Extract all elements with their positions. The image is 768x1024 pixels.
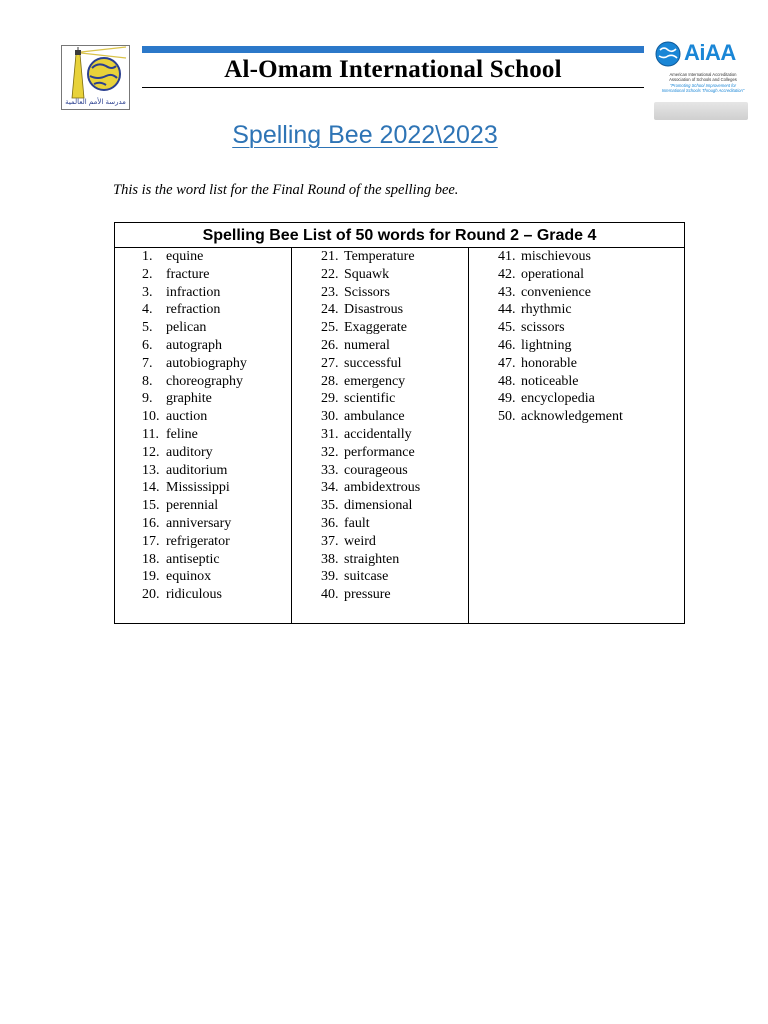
list-item (292, 390, 468, 408)
item-number: 25. (321, 320, 339, 336)
item-number: 3. (142, 284, 153, 300)
list-item (115, 408, 291, 426)
list-item (115, 479, 291, 497)
item-number: 6. (142, 337, 153, 353)
item-word: Squawk (344, 266, 390, 282)
item-number: 45. (498, 320, 516, 336)
item-word: scissors (521, 320, 565, 336)
school-logo (61, 45, 130, 110)
list-item (292, 426, 468, 444)
item-word: equine (166, 249, 204, 264)
item-number: 46. (498, 337, 516, 353)
item-number: 33. (321, 462, 339, 478)
list-item (292, 568, 468, 586)
word-column-3 (469, 248, 684, 623)
list-item (115, 319, 291, 337)
item-word: honorable (521, 355, 577, 371)
item-word: weird (344, 533, 376, 549)
item-number: 40. (321, 587, 339, 603)
list-item (469, 248, 684, 266)
item-word: rhythmic (521, 302, 572, 318)
list-item (115, 266, 291, 284)
list-item (292, 373, 468, 391)
list-item (115, 515, 291, 533)
list-item (292, 284, 468, 302)
item-number: 14. (142, 480, 160, 496)
item-number: 38. (321, 551, 339, 567)
item-word: encyclopedia (521, 391, 595, 407)
item-number: 50. (498, 409, 516, 425)
item-word: dimensional (344, 498, 413, 514)
list-item (292, 301, 468, 319)
list-item (115, 284, 291, 302)
item-number: 35. (321, 498, 339, 514)
item-number: 43. (498, 284, 516, 300)
list-item (115, 533, 291, 551)
list-item (115, 373, 291, 391)
list-item (115, 551, 291, 569)
item-number: 21. (321, 249, 339, 264)
item-number: 36. (321, 515, 339, 531)
item-word: ambulance (344, 409, 405, 425)
item-number: 34. (321, 480, 339, 496)
word-column-1 (115, 248, 292, 623)
item-word: infraction (166, 284, 221, 300)
item-number: 1. (142, 249, 153, 264)
list-item (115, 497, 291, 515)
item-word: auditorium (166, 462, 228, 478)
globe-icon (654, 40, 684, 68)
item-word: fault (344, 515, 370, 531)
list-item (292, 355, 468, 373)
item-number: 48. (498, 373, 516, 389)
item-number: 30. (321, 409, 339, 425)
table-heading: Spelling Bee List of 50 words for Round 2 – Grade 4 (115, 223, 684, 248)
item-number: 13. (142, 462, 160, 478)
list-item (292, 515, 468, 533)
word-column-2 (292, 248, 469, 623)
item-word: Temperature (344, 249, 415, 264)
item-word: Disastrous (344, 302, 404, 318)
item-word: equinox (166, 569, 212, 585)
item-word: perennial (166, 498, 219, 514)
item-word: autobiography (166, 355, 247, 371)
list-item (115, 390, 291, 408)
list-item (469, 319, 684, 337)
list-item (292, 408, 468, 426)
aiaa-slogan: "Promoting School Improvement for International Schools Through Accreditation" (661, 83, 745, 93)
item-number: 20. (142, 587, 160, 603)
item-word: refrigerator (166, 533, 230, 549)
list-item (115, 248, 291, 266)
list-item (469, 337, 684, 355)
aiaa-subtitle: American International Accreditation Association of Schools and Colleges (669, 72, 737, 82)
list-item (292, 248, 468, 266)
item-number: 29. (321, 391, 339, 407)
item-number: 17. (142, 533, 160, 549)
header-divider (142, 87, 644, 88)
item-number: 27. (321, 355, 339, 371)
list-item (292, 533, 468, 551)
list-item (115, 586, 291, 604)
item-number: 26. (321, 337, 339, 353)
item-word: auction (166, 409, 208, 425)
item-word: anniversary (166, 515, 232, 531)
item-word: feline (166, 426, 198, 442)
item-word: ridiculous (166, 587, 222, 603)
item-word: auditory (166, 444, 213, 460)
list-item (292, 479, 468, 497)
word-list-table (114, 222, 685, 624)
item-number: 22. (321, 266, 339, 282)
list-item (292, 497, 468, 515)
item-number: 42. (498, 266, 516, 282)
item-number: 39. (321, 569, 339, 585)
item-word: pelican (166, 320, 207, 336)
item-number: 19. (142, 569, 160, 585)
item-word: Exaggerate (344, 320, 407, 336)
list-item (292, 586, 468, 604)
list-item (469, 355, 684, 373)
item-word: numeral (344, 337, 390, 353)
item-word: convenience (521, 284, 591, 300)
item-word: noticeable (521, 373, 579, 389)
list-item (115, 426, 291, 444)
list-item (292, 319, 468, 337)
item-word: successful (344, 355, 402, 371)
item-word: straighten (344, 551, 400, 567)
item-word: autograph (166, 337, 222, 353)
item-word: mischievous (521, 249, 591, 264)
aiaa-title: AiAA (684, 40, 736, 65)
intro-text: This is the word list for the Final Round of the spelling bee. (113, 182, 459, 198)
item-number: 18. (142, 551, 160, 567)
item-word: antiseptic (166, 551, 220, 567)
item-number: 2. (142, 266, 153, 282)
list-item (292, 266, 468, 284)
item-number: 4. (142, 302, 153, 318)
list-item (115, 337, 291, 355)
list-item (115, 301, 291, 319)
page-title: Spelling Bee 2022\2023 (232, 121, 498, 149)
item-word: Mississippi (166, 480, 230, 496)
item-number: 49. (498, 391, 516, 407)
item-number: 9. (142, 391, 153, 407)
item-word: accidentally (344, 426, 412, 442)
item-word: suitcase (344, 569, 389, 585)
list-item (292, 551, 468, 569)
item-word: ambidextrous (344, 480, 421, 496)
item-number: 28. (321, 373, 339, 389)
item-number: 47. (498, 355, 516, 371)
item-number: 24. (321, 302, 339, 318)
school-name: Al-Omam International School (224, 56, 562, 83)
item-word: fracture (166, 266, 210, 282)
item-number: 41. (498, 249, 516, 264)
item-word: performance (344, 444, 415, 460)
item-word: lightning (521, 337, 572, 353)
item-word: Scissors (344, 284, 390, 300)
item-number: 32. (321, 444, 339, 460)
item-word: courageous (344, 462, 408, 478)
header-accent-bar (142, 46, 644, 53)
item-word: acknowledgement (521, 409, 623, 425)
list-item (469, 301, 684, 319)
accreditation-logo (652, 40, 750, 124)
list-item (469, 408, 684, 426)
item-number: 15. (142, 498, 160, 514)
item-word: pressure (344, 587, 391, 603)
item-number: 12. (142, 444, 160, 460)
list-item (115, 568, 291, 586)
item-number: 37. (321, 533, 339, 549)
item-number: 23. (321, 284, 339, 300)
item-number: 11. (142, 426, 159, 442)
list-item (469, 284, 684, 302)
list-item (292, 337, 468, 355)
list-item (115, 444, 291, 462)
item-word: operational (521, 266, 584, 282)
list-item (469, 266, 684, 284)
item-number: 31. (321, 426, 339, 442)
item-number: 10. (142, 409, 160, 425)
item-word: graphite (166, 391, 212, 407)
item-number: 5. (142, 320, 153, 336)
item-number: 16. (142, 515, 160, 531)
item-number: 8. (142, 373, 153, 389)
list-item (292, 462, 468, 480)
list-item (115, 355, 291, 373)
list-item (115, 462, 291, 480)
item-word: choreography (166, 373, 243, 389)
item-word: refraction (166, 302, 221, 318)
list-item (469, 373, 684, 391)
item-number: 44. (498, 302, 516, 318)
school-logo-caption: مدرسة الأمم العالمية (65, 98, 126, 106)
list-item (292, 444, 468, 462)
list-item (469, 390, 684, 408)
item-number: 7. (142, 355, 153, 371)
item-word: scientific (344, 391, 396, 407)
item-word: emergency (344, 373, 406, 389)
